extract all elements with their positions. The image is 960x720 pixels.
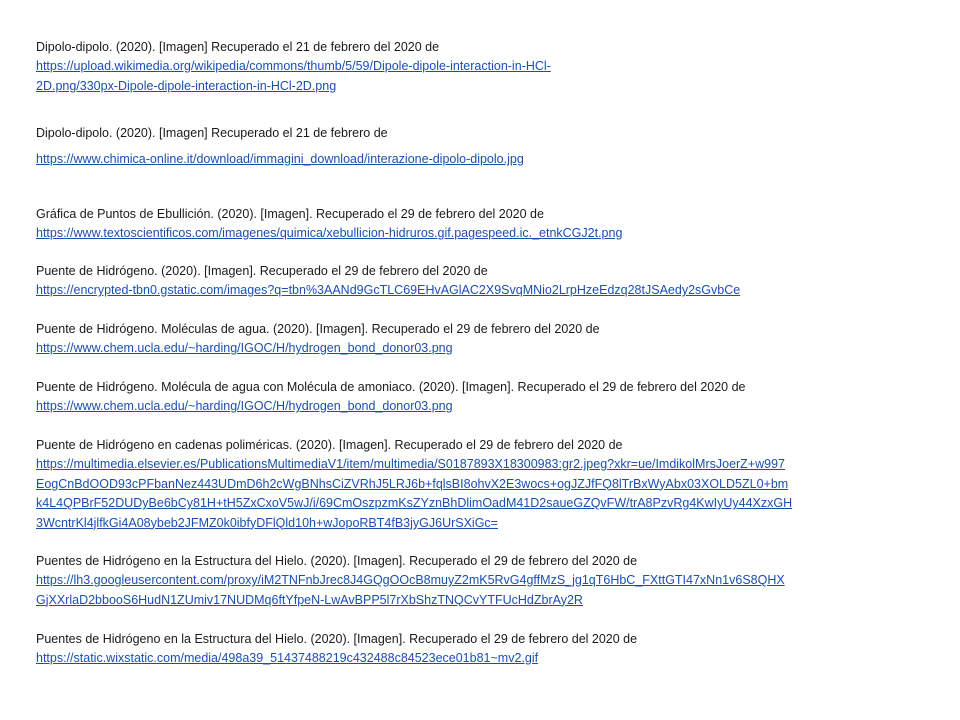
reference-text: Puente de Hidrógeno. (2020). [Imagen]. Recuperado el 29 de febrero del 2020 de — [36, 264, 488, 278]
reference-link-line[interactable]: https://www.chimica-online.it/download/immagini_download/interazione-dipolo-dipolo.jpg — [36, 152, 524, 166]
reference-link-line[interactable]: https://www.chem.ucla.edu/~harding/IGOC/H/hydrogen_bond_donor03.png — [36, 341, 453, 355]
reference-text: Dipolo-dipolo. (2020). [Imagen] Recuperado el 21 de febrero de — [36, 126, 388, 140]
reference-link-line[interactable]: https://encrypted-tbn0.gstatic.com/images?q=tbn%3AANd9GcTLC69EHvAGlAC2X9SvqMNio2LrpHzeEdzq28tJSAedy2sGvbCe — [36, 283, 741, 297]
reference-link-line[interactable]: 2D.png/330px-Dipole-dipole-interaction-in-HCl-2D.png — [36, 78, 337, 93]
reference-link-line[interactable]: 3WcntrKl4jlfkGi4A08ybeb2JFMZ0k0ibfyDFlQld10h+wJopoRBT4fB3jyGJ6UrSXiGc= — [36, 515, 498, 530]
reference-text: Dipolo-dipolo. (2020). [Imagen] Recuperado el 21 de febrero del 2020 de — [36, 40, 440, 54]
reference-text: Puente de Hidrógeno en cadenas poliméricas. (2020). [Imagen]. Recuperado el 29 de febrero del 2020 de — [36, 438, 623, 452]
reference-entry-8 — [36, 552, 896, 610]
reference-link-line[interactable]: EogCnBdOOD93cPFbanNez443UDmD6h2cWgBNhsCiZVRhJ5LRJ6b+fqlsBI8ohvX2E3wocs+ogJZJfFQ8lTrBxWyAbx03XOLD5ZL0+bm — [36, 476, 789, 491]
reference-entry-4 — [36, 262, 896, 301]
reference-link-line[interactable]: https://multimedia.elsevier.es/PublicationsMultimediaV1/item/multimedia/S0187893X18300983:gr2.jpeg?xkr=ue/ImdikolMrsJoerZ+w997 — [36, 457, 785, 471]
reference-text: Gráfica de Puntos de Ebullición. (2020). [Imagen]. Recuperado el 29 de febrero del 2020 de — [36, 207, 544, 221]
reference-entry-9 — [36, 630, 896, 669]
reference-entry-5 — [36, 320, 896, 359]
reference-link-line[interactable]: https://upload.wikimedia.org/wikipedia/commons/thumb/5/59/Dipole-dipole-interaction-in-HCl- — [36, 59, 551, 73]
reference-entry-1 — [36, 38, 896, 96]
reference-entry-2 — [36, 124, 896, 170]
reference-entry-7 — [36, 436, 896, 533]
reference-text: Puente de Hidrógeno. Molécula de agua con Molécula de amoniaco. (2020). [Imagen]. Recuperado el 29 de febrero del 2020 de — [36, 380, 746, 394]
reference-text: Puentes de Hidrógeno en la Estructura del Hielo. (2020). [Imagen]. Recuperado el 29 de febrero del 2020 de — [36, 632, 638, 646]
reference-text: Puente de Hidrógeno. Moléculas de agua. (2020). [Imagen]. Recuperado el 29 de febrero del 2020 de — [36, 322, 600, 336]
reference-link-line[interactable]: https://static.wixstatic.com/media/498a39_51437488219c432488c84523ece01b81~mv2.gif — [36, 651, 539, 665]
reference-link-line[interactable]: https://lh3.googleusercontent.com/proxy/iM2TNFnbJrec8J4GQgOOcB8muyZ2mK5RvG4gffMzS_jg1qT6HbC_FXttGTI47xNn1v6S8QHX — [36, 573, 785, 587]
reference-link-line[interactable]: https://www.chem.ucla.edu/~harding/IGOC/H/hydrogen_bond_donor03.png — [36, 399, 453, 413]
reference-entry-3 — [36, 205, 896, 244]
reference-link-line[interactable]: GjXXrlaD2bbooS6HudN1ZUmiv17NUDMq6ftYfpeN-LwAvBPP5l7rXbShzTNQCvYTFUcHdZbrAy2R — [36, 592, 583, 607]
reference-entry-6 — [36, 378, 896, 417]
reference-link-line[interactable]: https://www.textoscientificos.com/imagenes/quimica/xebullicion-hidruros.gif.pagespeed.ic._etnkCGJ2t.png — [36, 226, 623, 240]
reference-link-line[interactable]: k4L4QPBrF52DUDyBe6bCy81H+tH5ZxCxoV5wJ/i/69CmOszpzmKsZYznBhDlimOadM41D2saueGZQvFW/trA8PzvRg4KwIyUy44XzxGH — [36, 496, 793, 510]
reference-text: Puentes de Hidrógeno en la Estructura del Hielo. (2020). [Imagen]. Recuperado el 29 de febrero del 2020 de — [36, 554, 638, 568]
